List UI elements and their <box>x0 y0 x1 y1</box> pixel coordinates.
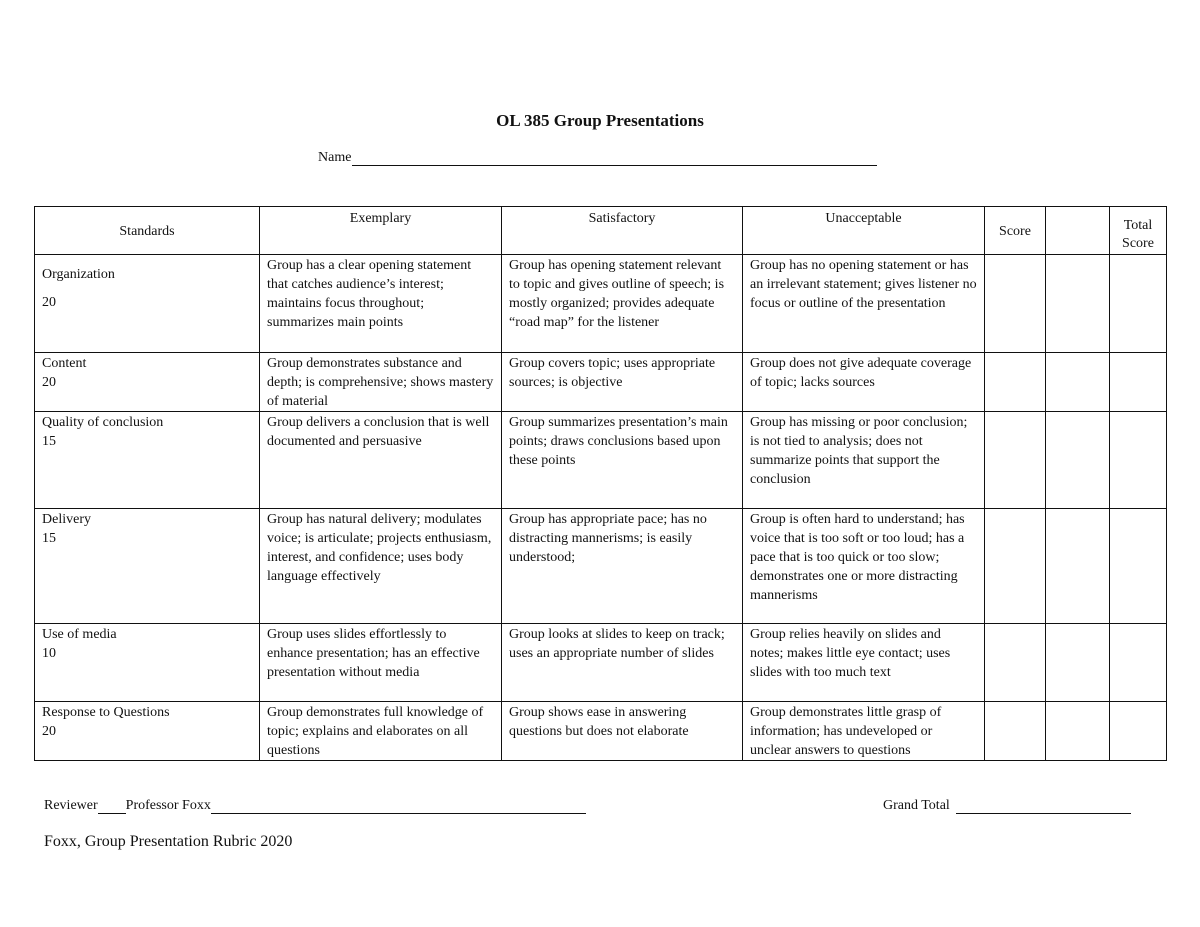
grand-total-label: Grand Total <box>883 798 950 813</box>
total-score-cell[interactable] <box>1110 412 1167 509</box>
reviewer-line <box>44 798 586 814</box>
unacceptable-cell: Group relies heavily on slides and notes; makes little eye contact; uses slides with too much text <box>743 624 985 702</box>
grand-total-blank-line[interactable] <box>956 799 1131 814</box>
header-exemplary: Exemplary <box>260 207 502 255</box>
standard-cell <box>35 255 260 353</box>
table-row <box>35 509 1167 624</box>
total-score-cell[interactable] <box>1110 353 1167 412</box>
standard-label: Quality of conclusion <box>42 415 164 430</box>
table-row <box>35 412 1167 509</box>
unacceptable-cell: Group is often hard to understand; has voice that is too soft or too loud; has a pace that is too quick or too slow; demonstrates one or more distracting mannerisms <box>743 509 985 624</box>
blank-cell[interactable] <box>1046 509 1110 624</box>
table-row <box>35 624 1167 702</box>
exemplary-cell: Group uses slides effortlessly to enhance presentation; has an effective presentation without media <box>260 624 502 702</box>
grand-total-line <box>883 798 1131 814</box>
total-score-cell[interactable] <box>1110 702 1167 761</box>
exemplary-cell: Group has a clear opening statement that catches audience’s interest; maintains focus throughout; summarizes main points <box>260 255 502 353</box>
table-row <box>35 255 1167 353</box>
score-cell[interactable] <box>985 624 1046 702</box>
standard-cell <box>35 412 260 509</box>
standard-points: 15 <box>42 531 56 546</box>
total-score-cell[interactable] <box>1110 509 1167 624</box>
unacceptable-cell: Group does not give adequate coverage of topic; lacks sources <box>743 353 985 412</box>
standard-label: Use of media <box>42 627 117 642</box>
total-score-cell[interactable] <box>1110 255 1167 353</box>
table-row <box>35 353 1167 412</box>
satisfactory-cell: Group has opening statement relevant to topic and gives outline of speech; is mostly organized; provides adequate “road map” for the listener <box>502 255 743 353</box>
score-cell[interactable] <box>985 702 1046 761</box>
header-total-score: Total Score <box>1110 207 1167 255</box>
blank-cell[interactable] <box>1046 255 1110 353</box>
blank-cell[interactable] <box>1046 353 1110 412</box>
name-label: Name <box>318 150 352 165</box>
exemplary-cell: Group has natural delivery; modulates voice; is articulate; projects enthusiasm, interest, and confidence; uses body language effectively <box>260 509 502 624</box>
unacceptable-cell: Group has no opening statement or has an irrelevant statement; gives listener no focus or outline of the presentation <box>743 255 985 353</box>
header-blank <box>1046 207 1110 255</box>
exemplary-cell: Group demonstrates full knowledge of topic; explains and elaborates on all questions <box>260 702 502 761</box>
reviewer-blank-line[interactable] <box>98 799 126 814</box>
reviewer-label: Reviewer <box>44 798 98 813</box>
satisfactory-cell: Group has appropriate pace; has no distracting mannerisms; is easily understood; <box>502 509 743 624</box>
reviewer-signature-line[interactable] <box>211 799 586 814</box>
reviewer-name: Professor Foxx <box>125 798 211 813</box>
satisfactory-cell: Group summarizes presentation’s main points; draws conclusions based upon these points <box>502 412 743 509</box>
header-satisfactory: Satisfactory <box>502 207 743 255</box>
blank-cell[interactable] <box>1046 624 1110 702</box>
score-cell[interactable] <box>985 353 1046 412</box>
header-score: Score <box>985 207 1046 255</box>
standard-cell <box>35 702 260 761</box>
standard-points: 10 <box>42 646 56 661</box>
header-row <box>35 207 1167 255</box>
satisfactory-cell: Group looks at slides to keep on track; uses an appropriate number of slides <box>502 624 743 702</box>
name-field <box>318 150 877 166</box>
standard-label: Organization <box>42 267 115 282</box>
blank-cell[interactable] <box>1046 412 1110 509</box>
exemplary-cell: Group demonstrates substance and depth; is comprehensive; shows mastery of material <box>260 353 502 412</box>
standard-label: Response to Questions <box>42 705 170 720</box>
exemplary-cell: Group delivers a conclusion that is well documented and persuasive <box>260 412 502 509</box>
satisfactory-cell: Group covers topic; uses appropriate sources; is objective <box>502 353 743 412</box>
blank-cell[interactable] <box>1046 702 1110 761</box>
unacceptable-cell: Group has missing or poor conclusion; is not tied to analysis; does not summarize points that support the conclusion <box>743 412 985 509</box>
standard-points: 20 <box>42 295 56 310</box>
standard-points: 20 <box>42 375 56 390</box>
score-cell[interactable] <box>985 255 1046 353</box>
standard-points: 15 <box>42 434 56 449</box>
standard-cell <box>35 509 260 624</box>
score-cell[interactable] <box>985 412 1046 509</box>
rubric-table <box>34 206 1167 761</box>
score-cell[interactable] <box>985 509 1046 624</box>
document-credit: Foxx, Group Presentation Rubric 2020 <box>44 833 293 850</box>
header-standards: Standards <box>35 207 260 255</box>
standard-cell <box>35 353 260 412</box>
standard-label: Delivery <box>42 512 91 527</box>
unacceptable-cell: Group demonstrates little grasp of information; has undeveloped or unclear answers to questions <box>743 702 985 761</box>
standard-label: Content <box>42 356 87 371</box>
page-title: OL 385 Group Presentations <box>496 111 704 130</box>
total-score-cell[interactable] <box>1110 624 1167 702</box>
satisfactory-cell: Group shows ease in answering questions but does not elaborate <box>502 702 743 761</box>
name-blank-line[interactable] <box>352 151 877 166</box>
standard-cell <box>35 624 260 702</box>
header-unacceptable: Unacceptable <box>743 207 985 255</box>
standard-points: 20 <box>42 724 56 739</box>
table-row <box>35 702 1167 761</box>
